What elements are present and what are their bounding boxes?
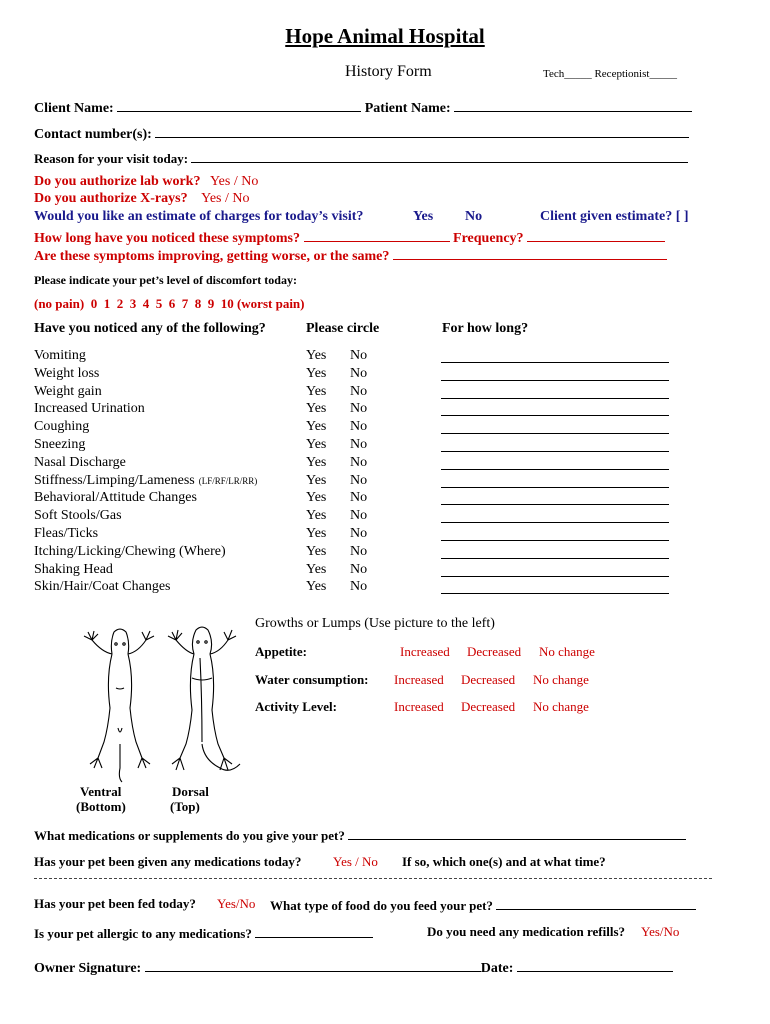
activity-label: Activity Level: (255, 699, 337, 714)
how-long-field[interactable] (304, 228, 450, 242)
symptom-label-text: Fleas/Ticks (34, 526, 99, 541)
symptom-label (34, 347, 86, 365)
reason-row (34, 149, 688, 167)
appetite-increased[interactable]: Increased (400, 644, 450, 659)
symptom-no-option[interactable]: No (350, 526, 368, 541)
food-question: What type of food do you feed your pet? (270, 898, 493, 913)
symptom-no-option[interactable]: No (350, 472, 368, 488)
symptom-label (34, 383, 102, 401)
patient-name-label: Patient Name: (364, 101, 451, 116)
symptom-label-text: Shaking Head (34, 561, 113, 577)
please-circle-header: Please circle (306, 321, 380, 336)
symptom-duration-field[interactable] (441, 398, 669, 399)
fed-question: Has your pet been fed today? (34, 896, 196, 911)
symptom-duration-field[interactable] (441, 504, 669, 505)
client-name-label: Client Name: (34, 101, 114, 116)
form-subtitle: History Form (345, 63, 432, 80)
symptom-yes-option[interactable]: Yes (306, 508, 327, 524)
symptom-no-option[interactable]: No (350, 508, 368, 524)
contact-field[interactable] (155, 124, 689, 138)
water-label: Water consumption: (255, 672, 369, 687)
symptom-duration-field[interactable] (441, 380, 669, 381)
estimate-yes[interactable]: Yes (413, 209, 434, 224)
symptom-no-option[interactable]: No (350, 383, 368, 399)
xrays-row (34, 191, 249, 207)
symptom-yes-option[interactable]: Yes (306, 579, 327, 595)
symptom-yes-option[interactable]: Yes (306, 348, 327, 363)
reason-field[interactable] (191, 149, 688, 163)
symptom-duration-field[interactable] (441, 451, 669, 452)
symptom-label-text: Vomiting (34, 348, 86, 363)
how-long-header: For how long? (442, 321, 529, 336)
symptom-label-text: Itching/Licking/Chewing (Where) (34, 543, 226, 559)
ventral-label: Ventral (80, 784, 122, 799)
symptom-no-option[interactable]: No (350, 365, 368, 381)
symptom-no-option[interactable]: No (350, 561, 368, 577)
symptom-yes-option[interactable]: Yes (306, 543, 327, 559)
symptom-label-text: Nasal Discharge (34, 454, 126, 470)
symptom-duration-field[interactable] (441, 522, 669, 523)
meds-today-question: Has your pet been given any medications today? (34, 854, 302, 869)
allergic-question: Is your pet allergic to any medications? (34, 926, 252, 941)
ventral-sublabel: (Bottom) (76, 799, 126, 814)
dorsal-label: Dorsal (172, 784, 209, 799)
date-field[interactable] (517, 958, 673, 972)
symptom-no-option[interactable]: No (350, 401, 368, 417)
symptom-label-text: Weight gain (34, 383, 102, 399)
food-row (270, 896, 696, 914)
symptom-yes-option[interactable]: Yes (306, 383, 327, 399)
symptom-label-text: Soft Stools/Gas (34, 508, 122, 524)
symptom-yes-option[interactable]: Yes (306, 365, 327, 381)
symptom-yes-option[interactable]: Yes (306, 437, 327, 452)
client-name-field[interactable] (117, 98, 361, 112)
staff-initials-field[interactable]: Tech_____ Receptionist_____ (543, 68, 677, 80)
contact-label: Contact number(s): (34, 127, 152, 142)
symptom-yes-option[interactable]: Yes (306, 561, 327, 577)
dorsal-dog-outline[interactable] (168, 627, 240, 770)
symptom-label-text: Behavioral/Attitude Changes (34, 490, 197, 506)
reason-label: Reason for your visit today: (34, 151, 189, 166)
symptom-label (34, 507, 122, 525)
symptom-label-text: Skin/Hair/Coat Changes (34, 579, 171, 595)
estimate-question: Would you like an estimate of charges for today’s visit? (34, 209, 364, 224)
symptom-duration-field[interactable] (441, 433, 669, 434)
symptom-label (34, 578, 171, 596)
pain-scale[interactable]: (no pain) 0 1 2 3 4 5 6 7 8 9 10 (worst pain) (34, 296, 305, 311)
lab-work-row (34, 174, 258, 190)
symptom-label (34, 418, 89, 436)
water-decreased[interactable]: Decreased (461, 672, 516, 687)
food-field[interactable] (496, 896, 696, 910)
frequency-label: Frequency? (453, 231, 524, 246)
date-label: Date: (480, 961, 514, 976)
symptom-label-text: Increased Urination (34, 401, 145, 417)
frequency-field[interactable] (527, 228, 665, 242)
xrays-answer[interactable]: Yes / No (201, 191, 250, 206)
meds-today-answer[interactable]: Yes / No (333, 854, 378, 869)
symptom-no-option[interactable]: No (350, 454, 368, 470)
symptom-label-text: Coughing (34, 419, 90, 435)
activity-no-change[interactable]: No change (533, 699, 589, 714)
allergic-field[interactable] (255, 924, 373, 938)
ventral-dog-outline[interactable] (84, 629, 154, 782)
refills-answer[interactable]: Yes/No (641, 924, 680, 939)
supplements-question: What medications or supplements do you give your pet? (34, 828, 345, 843)
symptom-yes-option[interactable]: Yes (306, 526, 327, 541)
xrays-question: Do you authorize X-rays? (34, 191, 188, 206)
symptom-duration-field[interactable] (441, 540, 669, 541)
symptom-duration-field[interactable] (441, 487, 669, 488)
symptom-yes-option[interactable]: Yes (306, 472, 327, 488)
symptom-no-option[interactable]: No (350, 490, 368, 506)
water-increased[interactable]: Increased (394, 672, 444, 687)
improving-field[interactable] (393, 246, 667, 260)
how-long-question: How long have you noticed these symptoms? (34, 231, 301, 246)
supplements-row (34, 826, 686, 844)
symptom-yes-option[interactable]: Yes (306, 419, 327, 435)
symptom-no-option[interactable]: No (350, 419, 368, 435)
growths-label: Growths or Lumps (Use picture to the left) (255, 616, 495, 631)
symptom-no-option[interactable]: No (350, 579, 368, 595)
symptom-label (34, 454, 126, 472)
symptom-no-option[interactable]: No (350, 348, 368, 363)
dog-diagram[interactable] (80, 618, 250, 788)
dorsal-sublabel: (Top) (170, 799, 200, 814)
symptom-label (34, 525, 98, 543)
symptom-yes-option[interactable]: Yes (306, 454, 327, 470)
appetite-label: Appetite: (255, 644, 307, 659)
symptom-label (34, 543, 226, 561)
fed-answer[interactable]: Yes/No (217, 896, 256, 911)
water-no-change[interactable]: No change (533, 672, 589, 687)
symptom-label (34, 489, 197, 507)
client-name-row (34, 98, 692, 117)
owner-signature-field[interactable] (145, 958, 481, 972)
lab-work-question: Do you authorize lab work? (34, 174, 201, 189)
symptom-duration-field[interactable] (441, 415, 669, 416)
symptoms-question: Have you noticed any of the following? (34, 321, 266, 336)
symptom-yes-option[interactable]: Yes (306, 490, 327, 506)
activity-increased[interactable]: Increased (394, 699, 444, 714)
improving-row (34, 246, 667, 265)
hospital-title: Hope Animal Hospital (285, 24, 485, 48)
symptom-duration-field[interactable] (441, 558, 669, 559)
appetite-no-change[interactable]: No change (539, 644, 595, 659)
how-long-row (34, 228, 665, 247)
symptom-label (34, 472, 257, 491)
symptom-label-text: Weight loss (34, 365, 100, 381)
symptom-duration-field[interactable] (441, 362, 669, 363)
which-meds-field[interactable] (34, 878, 712, 879)
which-meds-question: If so, which one(s) and at what time? (402, 854, 606, 869)
symptom-no-option[interactable]: No (350, 543, 368, 559)
activity-decreased[interactable]: Decreased (461, 699, 516, 714)
owner-signature-label: Owner Signature: (34, 961, 142, 976)
symptom-label (34, 436, 85, 454)
signature-row (34, 958, 673, 977)
symptom-label (34, 561, 113, 579)
symptom-duration-field[interactable] (441, 576, 669, 577)
symptom-no-option[interactable]: No (350, 437, 368, 452)
symptom-label (34, 400, 145, 418)
symptom-leg-note: (LF/RF/LR/RR) (198, 475, 258, 486)
symptom-label-text: Stiffness/Limping/Lameness (34, 472, 195, 488)
contact-row (34, 124, 689, 143)
appetite-decreased[interactable]: Decreased (467, 644, 522, 659)
symptom-label (34, 365, 99, 383)
symptom-duration-field[interactable] (441, 469, 669, 470)
pain-label: Please indicate your pet’s level of discomfort today: (34, 273, 297, 287)
estimate-no[interactable]: No (465, 209, 483, 224)
symptom-label-text: Sneezing (34, 437, 86, 452)
symptom-duration-field[interactable] (441, 593, 669, 594)
lab-work-answer[interactable]: Yes / No (209, 174, 259, 189)
allergic-row (34, 924, 373, 942)
symptom-yes-option[interactable]: Yes (306, 401, 327, 417)
improving-question: Are these symptoms improving, getting worse, or the same? (34, 249, 390, 264)
supplements-field[interactable] (348, 826, 686, 840)
estimate-given-checkbox[interactable]: Client given estimate? [ ] (540, 209, 689, 224)
patient-name-field[interactable] (454, 98, 692, 112)
refills-question: Do you need any medication refills? (427, 924, 626, 939)
